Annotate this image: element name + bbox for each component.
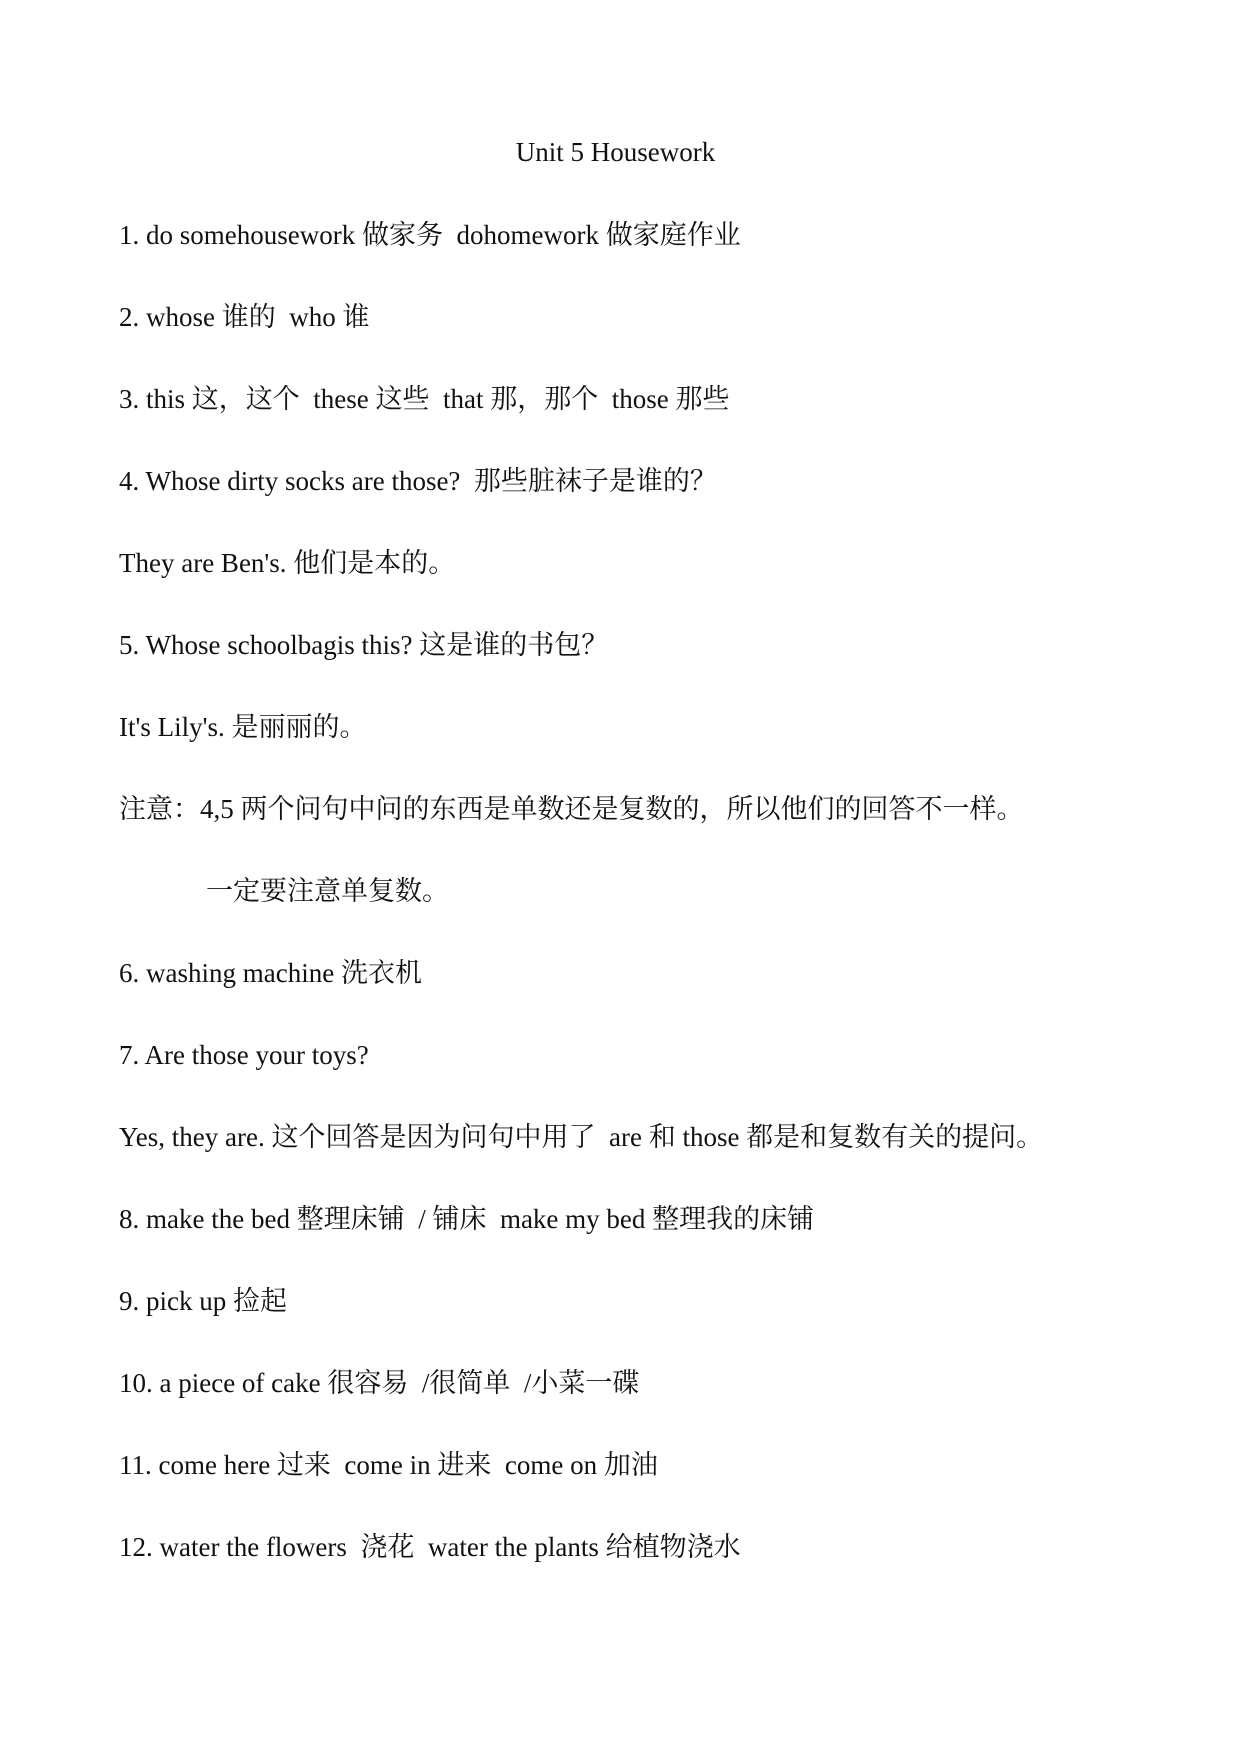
vocab-line-4: 4. Whose dirty socks are those? 那些脏袜子是谁的？ xyxy=(119,466,717,496)
vocab-line-8: 8. make the bed 整理床铺 / 铺床 make my bed 整理我的床铺 xyxy=(119,1204,815,1234)
note-line: 注意：4,5 两个问句中问的东西是单数还是复数的，所以他们的回答不一样。 xyxy=(119,794,1024,824)
vocab-line-12: 12. water the flowers 浇花 water the plants 给植物浇水 xyxy=(119,1532,741,1562)
vocab-line-7: 7. Are those your toys? xyxy=(119,1040,369,1070)
vocab-line-6: 6. washing machine 洗衣机 xyxy=(119,958,422,988)
document-title: Unit 5 Housework xyxy=(515,137,716,167)
note-line-continued: 一定要注意单复数。 xyxy=(206,876,449,906)
answer-line-5: It's Lily's. 是丽丽的。 xyxy=(119,712,367,742)
vocab-line-9: 9. pick up 捡起 xyxy=(119,1286,287,1316)
vocab-line-2: 2. whose 谁的 who 谁 xyxy=(119,302,370,332)
vocab-line-10: 10. a piece of cake 很容易 /很简单 /小菜一碟 xyxy=(119,1368,640,1398)
answer-line-7: Yes, they are. 这个回答是因为问句中用了 are 和 those 都是和复数有关的提问。 xyxy=(119,1122,1044,1152)
answer-line-4: They are Ben's. 他们是本的。 xyxy=(119,548,456,578)
vocab-line-3: 3. this 这，这个 these 这些 that 那，那个 those 那些 xyxy=(119,384,730,414)
vocab-line-5: 5. Whose schoolbagis this? 这是谁的书包？ xyxy=(119,630,609,660)
vocab-line-11: 11. come here 过来 come in 进来 come on 加油 xyxy=(119,1450,658,1480)
vocab-line-1: 1. do somehousework 做家务 dohomework 做家庭作业 xyxy=(119,220,741,250)
